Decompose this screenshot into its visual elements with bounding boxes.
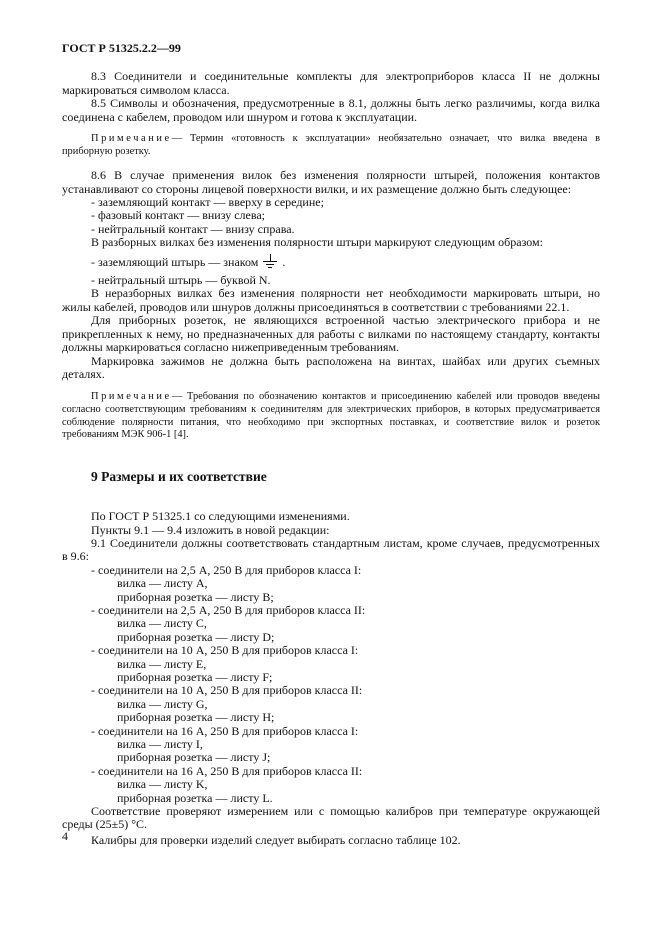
contact-item-ground: - заземляющий контакт — вверху в середине;	[91, 195, 324, 210]
document-header: ГОСТ Р 51325.2.2—99	[62, 41, 181, 55]
connector-plug: вилка — листу Е,	[117, 656, 207, 671]
connector-socket: приборная розетка — листу Н;	[117, 710, 275, 725]
connector-plug: вилка — листу G,	[117, 696, 208, 711]
connector-title: - соединители на 10 А, 250 В для приборов класса II:	[91, 683, 363, 698]
terminal-marking: Маркировка зажимов не должна быть расположена на винтах, шайбах или других съемных деталях.	[62, 353, 600, 381]
connector-title: - соединители на 2,5 А, 250 В для приборов класса II:	[91, 602, 366, 617]
connector-title: - соединители на 16 А, 250 В для приборов класса I:	[91, 723, 359, 738]
clause-8-3: 8.3 Соединители и соединительные комплекты для электроприборов класса II не должны маркироваться символом класса.	[62, 69, 600, 97]
marking-intro: В разборных вилках без изменения полярности штыри маркируют следующим образом:	[91, 235, 543, 250]
section-9-title: 9 Размеры и их соответствие	[91, 468, 267, 484]
non-removable-plugs: В неразборных вилках без изменения полярности нет необходимости маркировать штыри, но жилы кабелей, проводов или шнуров должны присоединяться в соответствии с требованиями 22.1.	[62, 286, 600, 314]
clause-8-5: 8.5 Символы и обозначения, предусмотренные в 8.1, должны быть легко различимы, когда вилка соединена с кабелем, проводом или шнуром и готова к эксплуатации.	[62, 96, 600, 124]
connector-socket: приборная розетка — листу D;	[117, 629, 275, 644]
pin-ground-line	[62, 254, 600, 269]
clause-8-6: 8.6 В случае применения вилок без изменения полярности штырей, положения контактов устанавливают со стороны лицевой поверхности вилки, и их размещение должно быть следующее:	[62, 168, 600, 196]
contact-item-phase: - фазовый контакт — внизу слева;	[91, 208, 265, 223]
connector-socket: приборная розетка — листу В;	[117, 589, 274, 604]
connector-plug: вилка — листу С,	[117, 616, 207, 631]
note-1	[62, 133, 600, 158]
contact-item-neutral: - нейтральный контакт — внизу справа.	[91, 221, 295, 236]
connector-socket: приборная розетка — листу F;	[117, 669, 273, 684]
pin-ground-label: - заземляющий штырь — знаком	[91, 254, 259, 269]
section-9-items: Пункты 9.1 — 9.4 изложить в новой редакции:	[91, 522, 330, 537]
note-1-label: Примечание	[91, 133, 172, 145]
note-2-text: — Требования по обозначению контактов и присоединению кабелей или проводов введены согласно соответствующим требованиям к соединителям для электрических приборов, в которых предусматривается соблюдение полярности питания, что необходимо при экспортных поставках, и соответствие вилок и розеток требованиям МЭК 906-1 [4].	[62, 391, 600, 441]
note-2	[62, 391, 600, 441]
connector-socket: приборная розетка — листу L.	[117, 790, 273, 805]
appliance-sockets: Для приборных розеток, не являющихся встроенной частью электрического прибора и не прикрепленных к нему, но предназначенных для работы с вилками по настоящему стандарту, контакты должны маркироваться согласно нижеприведенным требованиям.	[62, 313, 600, 355]
gauges-selection: Калибры для проверки изделий следует выбирать согласно таблице 102.	[91, 832, 461, 847]
section-9-intro: По ГОСТ Р 51325.1 со следующими изменениями.	[91, 509, 350, 524]
connector-title: - соединители на 2,5 А, 250 В для приборов класса I:	[91, 562, 362, 577]
pin-neutral-line: - нейтральный штырь — буквой N.	[91, 273, 271, 288]
note-1-text: — Термин «готовность к эксплуатации» необязательно означает, что вилка введена в приборную розетку.	[62, 133, 600, 157]
clause-9-1: 9.1 Соединители должны соответствовать стандартным листам, кроме случаев, предусмотренных в 9.6:	[62, 535, 600, 564]
connector-title: - соединители на 16 А, 250 В для приборов класса II:	[91, 763, 363, 778]
connector-plug: вилка — листу I,	[117, 737, 203, 751]
connector-title: - соединители на 10 А, 250 В для приборов класса I:	[91, 643, 359, 658]
document-page	[62, 42, 600, 847]
pin-ground-suffix: .	[282, 254, 286, 269]
connector-plug: вилка — листу K,	[117, 777, 208, 792]
connector-list	[62, 564, 600, 805]
page-number: 4	[62, 829, 68, 843]
connector-plug: вилка — листу А,	[117, 576, 208, 591]
compliance-check: Соответствие проверяют измерением или с помощью калибров при температуре окружающей среды (25±5) °С.	[62, 804, 600, 832]
note-2-label: Примечание	[91, 391, 172, 403]
connector-socket: приборная розетка — листу J;	[117, 750, 271, 765]
ground-symbol-icon	[263, 254, 277, 268]
